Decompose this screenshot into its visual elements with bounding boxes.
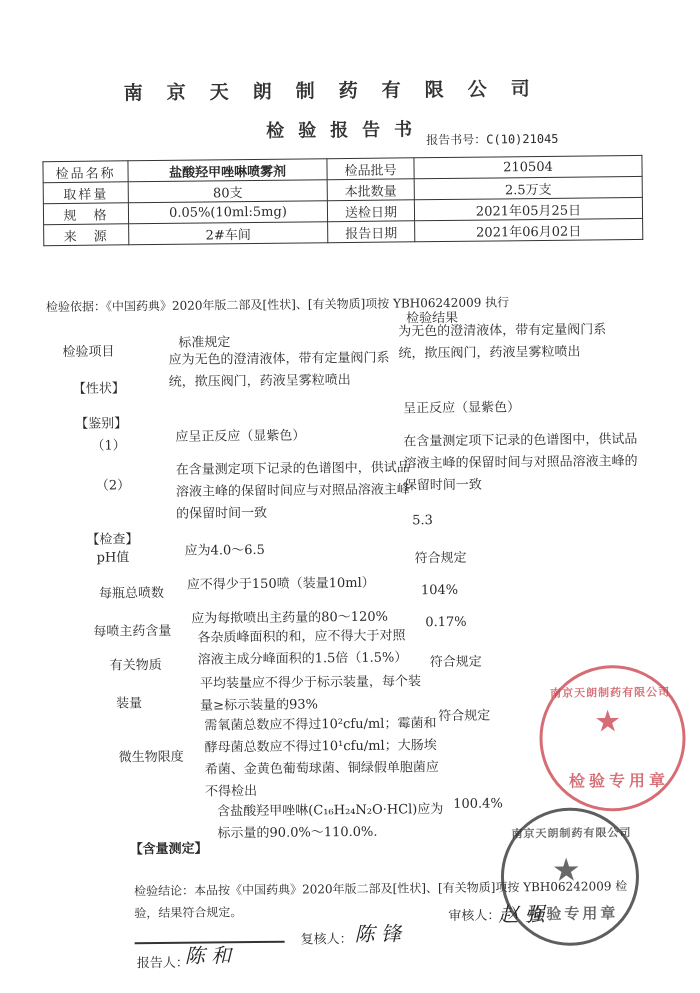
sample-qty-label: 取样量 — [43, 182, 128, 204]
impurity-item: 有关物质 — [109, 657, 162, 674]
identification-item: 【鉴别】 — [75, 416, 128, 432]
report-number: 报告书号：C(10)21045 — [426, 131, 559, 148]
dose-item: 每喷主药含量 — [93, 623, 172, 640]
company-name: 南京天朗制药有限公司 — [123, 77, 554, 105]
impurity-result: 0.17% — [425, 614, 467, 631]
assay-standard: 含盐酸羟甲唑啉(C₁₆H₂₄N₂O·HCl)应为标示量的90.0%～110.0%. — [217, 802, 444, 842]
appearance-standard: 应为无色的澄清液体，带有定量阀门系统，揿压阀门，药液呈雾粒喷出 — [168, 350, 390, 390]
star-icon: ★ — [594, 704, 622, 740]
product-name-value: 盐酸羟甲唑啉喷雾剂 — [128, 159, 327, 182]
column-result: 检验结果 — [406, 310, 459, 327]
reporter-label: 报告人： — [136, 955, 189, 972]
test-basis: 检验依据：《中国药典》2020年版二部及[性状]、[有关物质]项按 YBH06242009 执行 — [45, 295, 510, 315]
micro-item: 微生物限度 — [118, 749, 184, 766]
micro-standard: 需氧菌总数应不得过10²cfu/ml；霉菌和酵母菌总数应不得过10¹cfu/ml；大肠埃希菌、金黄色葡萄球菌、铜绿假单胞菌应不得检出 — [204, 716, 439, 800]
qc-stamp-company-2: 南京天朗制药有限公司 — [511, 826, 632, 841]
identification-1-standard: 应呈正反应（显紫色） — [175, 428, 306, 445]
fill-item: 装量 — [116, 696, 143, 712]
ph-standard: 应为4.0～6.5 — [184, 542, 265, 559]
check-item: 【检查】 — [86, 532, 139, 548]
sample-qty-value: 80支 — [128, 180, 327, 203]
identification-1-result: 呈正反应（显紫色） — [402, 400, 521, 417]
identification-1-item: （1） — [91, 438, 126, 454]
approver-label: 审核人： — [448, 908, 501, 924]
page-title: 检验报告书 — [266, 119, 427, 142]
source-value: 2#车间 — [129, 222, 328, 245]
info-table — [42, 155, 643, 246]
dose-standard: 应为每揿喷出主药量的80～120% — [191, 609, 389, 627]
reporter-signature: 陈 和 — [184, 943, 232, 968]
submit-date-label: 送检日期 — [327, 200, 414, 222]
batch-qty-label: 本批数量 — [327, 179, 414, 201]
dose-result: 104% — [420, 582, 459, 599]
column-standard: 标准规定 — [178, 335, 231, 351]
qc-stamp-black — [500, 807, 639, 946]
source-label: 来 源 — [44, 224, 129, 246]
column-item: 检验项目 — [62, 344, 115, 361]
fill-standard: 平均装量应不得少于标示装量，每个装量≥标示装量的93% — [199, 674, 422, 714]
impurity-standard: 各杂质峰面积的和，应不得大于对照溶液主成分峰面积的1.5倍（1.5%） — [197, 628, 408, 668]
sprays-standard: 应不得少于150喷（装量10ml） — [186, 575, 375, 593]
micro-result: 符合规定 — [438, 708, 491, 725]
fill-result: 符合规定 — [429, 654, 482, 671]
assay-result: 100.4% — [453, 796, 503, 812]
appearance-item: 【性状】 — [72, 381, 125, 397]
identification-2-standard: 在含量测定项下记录的色谱图中，供试品溶液主峰的保留时间应与对照品溶液主峰的保留时间一致 — [175, 460, 410, 522]
spec-label: 规 格 — [43, 203, 128, 225]
identification-2-item: （2） — [95, 478, 131, 494]
submit-date-value: 2021年05月25日 — [414, 197, 642, 220]
qc-stamp-company: 南京天朗制药有限公司 — [549, 685, 671, 700]
reviewer-label: 复核人： — [300, 931, 353, 948]
qc-stamp-use: 检验专用章 — [568, 770, 670, 791]
ph-item: pH值 — [96, 550, 130, 566]
qc-stamp-use-2: 检验专用章 — [528, 904, 619, 924]
star-icon: ★ — [551, 850, 581, 889]
batch-qty-value: 2.5万支 — [414, 176, 642, 199]
appearance-result: 为无色的澄清液体，带有定量阀门系统，揿压阀门，药液呈雾粒喷出 — [398, 322, 607, 362]
assay-item: 【含量测定】 — [129, 841, 208, 858]
conclusion: 检验结论：本品按《中国药典》2020年版二部及[性状]、[有关物质]项按 YBH06242009 检验，结果符合规定。 — [134, 879, 628, 921]
spec-value: 0.05%(10ml:5mg) — [128, 201, 327, 224]
report-date-value: 2021年06月02日 — [415, 218, 643, 241]
qc-stamp-red — [539, 665, 687, 813]
reviewer-signature: 陈 锋 — [354, 921, 402, 946]
product-name-label: 检品名称 — [43, 161, 128, 183]
batch-no-label: 检品批号 — [327, 158, 414, 180]
sprays-result: 符合规定 — [414, 550, 467, 567]
identification-2-result: 在含量测定项下记录的色谱图中，供试品溶液主峰的保留时间与对照品溶液主峰的保留时间一致 — [403, 431, 638, 494]
approver-signature: 赵 强 — [498, 901, 545, 927]
sprays-item: 每瓶总喷数 — [98, 585, 165, 602]
ph-result: 5.3 — [412, 513, 433, 529]
report-date-label: 报告日期 — [328, 221, 415, 243]
batch-no-value: 210504 — [414, 155, 642, 178]
